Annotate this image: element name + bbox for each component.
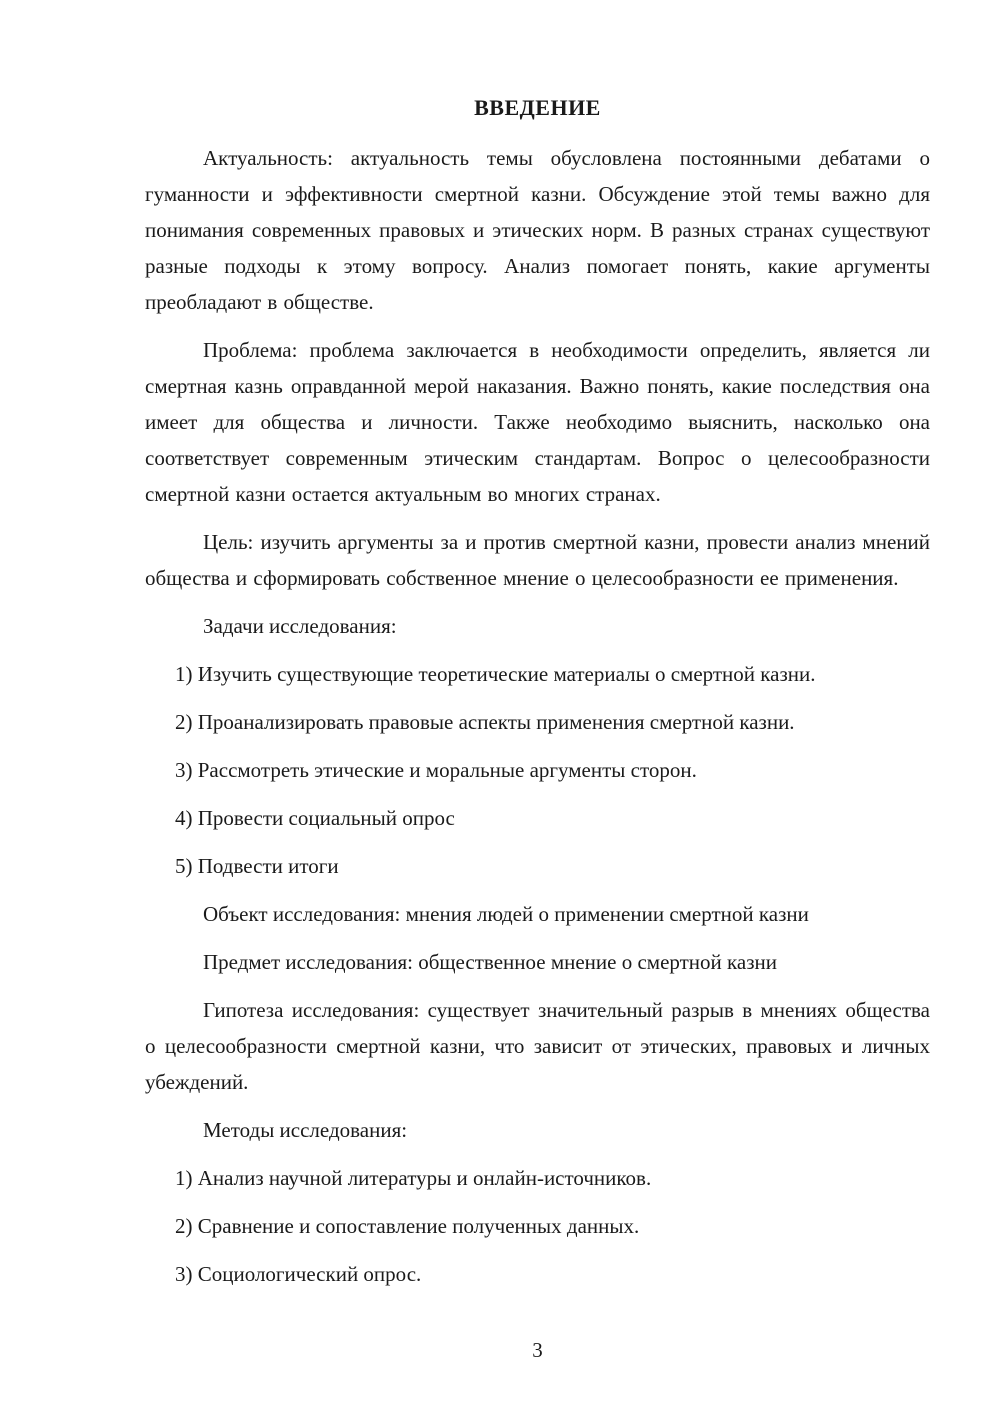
paragraph-object: Объект исследования: мнения людей о применении смертной казни <box>203 902 809 926</box>
task-item-5: 5) Подвести итоги <box>175 854 339 878</box>
paragraph-problem: Проблема: проблема заключается в необходимости определить, является ли смертная казнь оправданной мерой наказания. Важно понять, какие последствия она имеет для общества и личности. Также необходимо выяснить, насколько она соответствует современным этическим стандартам. Вопрос о целесообразности смертной казни остается актуальным во многих странах. <box>145 338 930 506</box>
method-item-3: 3) Социологический опрос. <box>175 1262 422 1286</box>
tasks-heading: Задачи исследования: <box>203 614 397 638</box>
task-item-2: 2) Проанализировать правовые аспекты применения смертной казни. <box>175 710 795 734</box>
paragraph-subject: Предмет исследования: общественное мнение о смертной казни <box>203 950 777 974</box>
task-item-1: 1) Изучить существующие теоретические материалы о смертной казни. <box>175 662 816 686</box>
method-item-2: 2) Сравнение и сопоставление полученных данных. <box>175 1214 640 1238</box>
page-number: 3 <box>532 1338 543 1362</box>
paragraph-goal: Цель: изучить аргументы за и против смертной казни, провести анализ мнений общества и сформировать собственное мнение о целесообразности ее применения. <box>145 530 930 590</box>
method-item-1: 1) Анализ научной литературы и онлайн-источников. <box>175 1166 652 1190</box>
task-item-3: 3) Рассмотреть этические и моральные аргументы сторон. <box>175 758 697 782</box>
paragraph-hypothesis: Гипотеза исследования: существует значительный разрыв в мнениях общества о целесообразности смертной казни, что зависит от этических, правовых и личных убеждений. <box>145 998 930 1094</box>
methods-heading: Методы исследования: <box>203 1118 408 1142</box>
document-title: ВВЕДЕНИЕ <box>474 95 601 120</box>
paragraph-relevance: Актуальность: актуальность темы обусловлена постоянными дебатами о гуманности и эффективности смертной казни. Обсуждение этой темы важно для понимания современных правовых и этических норм. В разных странах существуют разные подходы к этому вопросу. Анализ помогает понять, какие аргументы преобладают в обществе. <box>145 146 930 314</box>
task-item-4: 4) Провести социальный опрос <box>175 806 455 830</box>
